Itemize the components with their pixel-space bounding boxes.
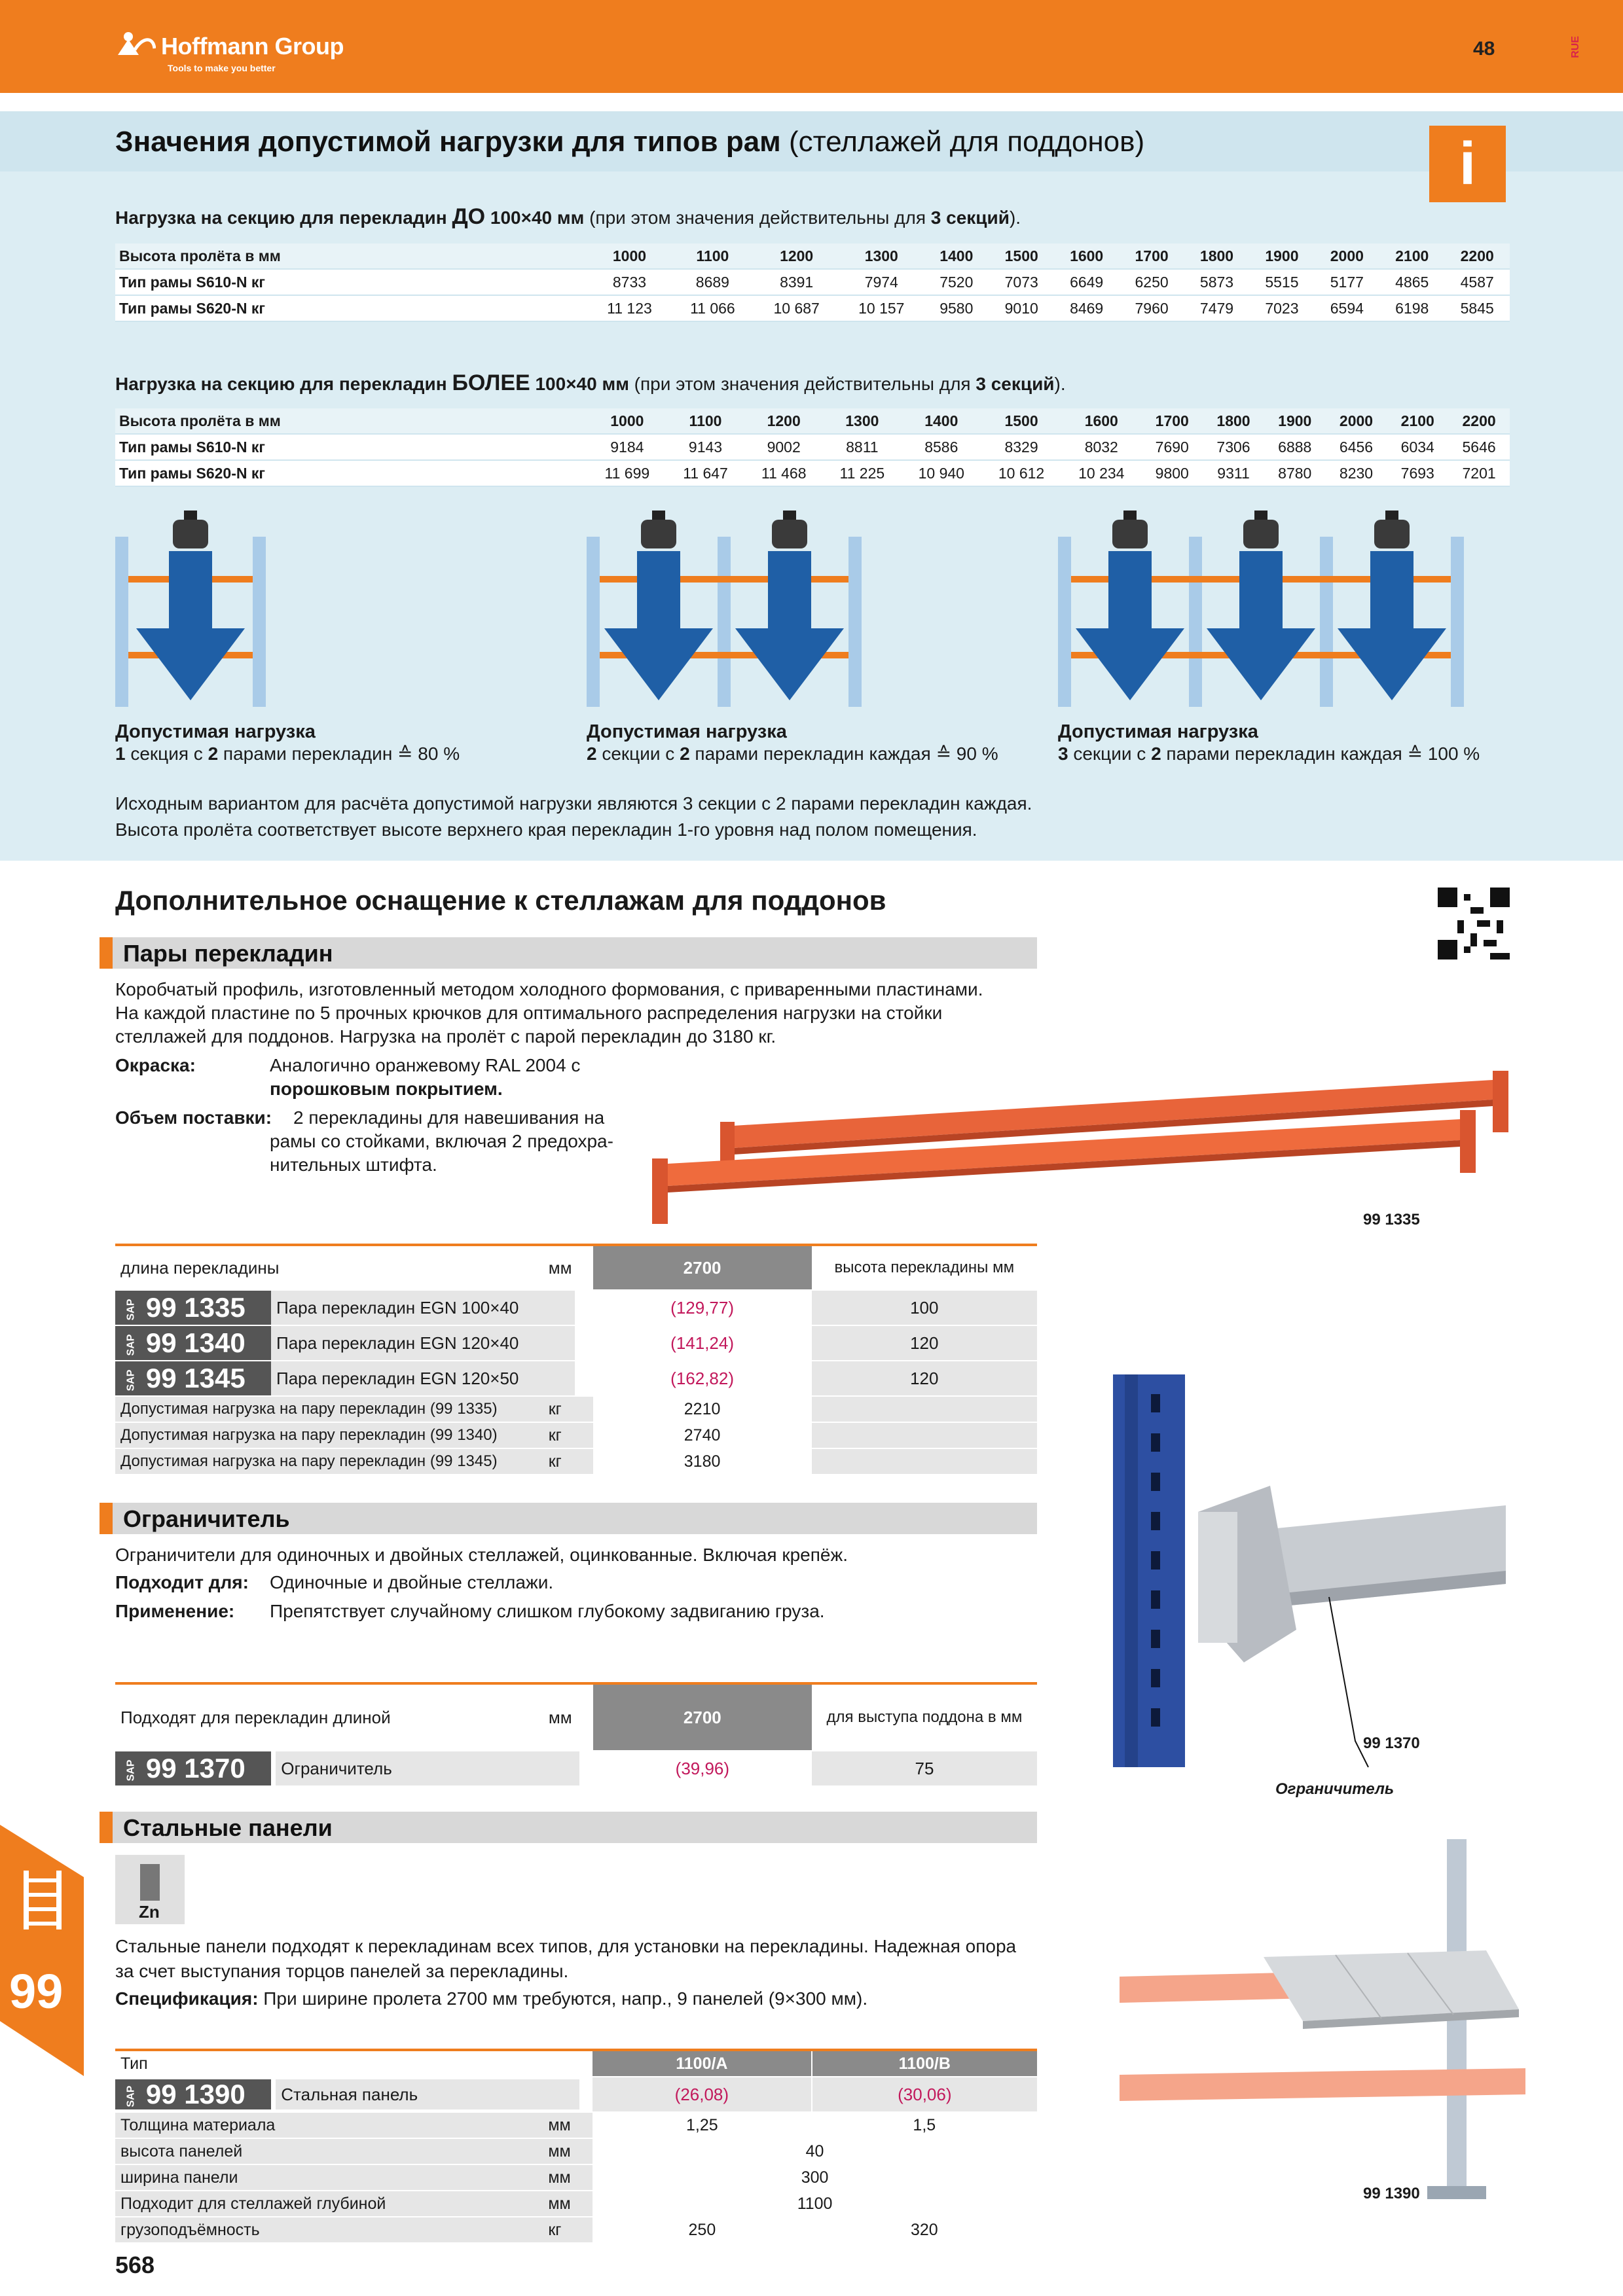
info-note-2: Высота пролёта соответствует высоте верхнего края перекладин 1-го уровня над полом помещения. [115,819,977,840]
diagram-n2: 2 [208,744,219,764]
header-cell: 1900 [1249,243,1314,269]
value-cell: 7479 [1184,295,1249,321]
value-cell: 7690 [1141,434,1203,460]
panels-desc-2: за счет выступания торцов панелей за перекладины. [115,1961,569,1981]
article-number-text: 99 1390 [145,2079,246,2109]
load-label: Допустимая нагрузка на пару перекладин (99 1345) [115,1448,543,1475]
spec-label: Толщина материала [115,2112,543,2138]
load-value: 3180 [593,1448,812,1475]
table-row[interactable] [115,1290,1037,1325]
header-cell: 2000 [1315,243,1379,269]
stopper-heading-bar [100,1503,1037,1534]
diagram-caption-title: Допустимая нагрузка [115,721,316,742]
sap-prefix: SAP [125,1299,137,1321]
t2-cap-e: 3 секций [976,374,1055,394]
diagram-t1: секции с [596,744,680,764]
info-title-light: (стеллажей для поддонов) [780,126,1145,158]
diagram-3-caption [1058,721,1480,764]
header-cell: 2100 [1387,408,1448,434]
table-row [115,2138,1037,2164]
value-cell: 6456 [1326,434,1387,460]
panels-table [115,2049,1037,2244]
value-cell: 8586 [902,434,981,460]
table-row[interactable] [115,1325,1037,1361]
stopper-table [115,1682,1037,1787]
beams-paint-label: Окраска: [115,1055,196,1075]
spec-label: ширина панели [115,2164,543,2191]
heading-accent [100,1503,113,1534]
value-cell: 5873 [1184,269,1249,295]
beams-desc-3: стеллажей для поддонов. Нагрузка на пролёт с парой перекладин до 3180 кг. [115,1026,776,1047]
article-number-text: 99 1345 [145,1363,246,1393]
t2-cap-b: БОЛЕЕ [452,370,530,395]
info-title-bold: Значения допустимой нагрузки для типов рам [115,126,781,158]
panels-spec [115,1987,867,2011]
item-extra: 120 [812,1361,1037,1396]
value-cell: 8811 [823,434,902,460]
beams-heading: Пары перекладин [123,940,333,967]
beams-col-label: длина перекладины [115,1245,543,1290]
spec-unit: мм [543,2191,593,2217]
header-cell: 1300 [839,243,924,269]
stopper-heading: Ограничитель [123,1505,290,1532]
info-icon: i [1429,126,1506,202]
region-code: RUE [1570,36,1581,58]
diagram-n1: 2 [587,744,597,764]
header-cell: 2100 [1379,243,1444,269]
weight-arrow-icon [735,511,844,700]
value-cell: 7023 [1249,295,1314,321]
item-price: (162,82) [593,1361,812,1396]
value-cell: 11 123 [588,295,671,321]
table-row [115,2191,1037,2217]
chapter-number: 99 [9,1964,64,2018]
diagram-t2: парами перекладин каждая ≙ 90 % [689,744,998,764]
spec-value-b: 1,5 [812,2112,1037,2138]
beams-col-extra: высота перекладины мм [812,1245,1037,1290]
table-row[interactable] [115,1361,1037,1396]
stopper-col-unit: мм [543,1683,593,1751]
item-extra: 120 [812,1325,1037,1361]
accessories-title: Дополнительное оснащение к стеллажам для поддонов [115,885,886,916]
diagram-3-sections [1058,504,1464,720]
header-label: Высота пролёта в мм [115,243,588,269]
table-header-row [115,243,1510,269]
value-cell: 8469 [1054,295,1119,321]
item-price-b: (30,06) [812,2077,1037,2112]
beams-col-unit: мм [543,1245,593,1290]
panels-spec-value: При ширине пролета 2700 мм требуются, напр., 9 панелей (9×300 мм). [258,1988,868,2009]
panels-image-caption: 99 1390 [1363,2185,1420,2202]
diagram-n2: 2 [680,744,690,764]
zinc-badge-text: Zn [139,1902,160,1922]
panels-desc-1: Стальные панели подходят к перекладинам всех типов, для установки на перекладины. Надежная опора [115,1936,1017,1956]
stopper-use-value: Препятствует случайному слишком глубокому задвиганию груза. [270,1601,825,1621]
table-row [115,2164,1037,2191]
beams-col-size: 2700 [593,1245,812,1290]
diagram-2-caption [587,721,998,764]
value-cell: 6250 [1119,269,1184,295]
diagram-t2: парами перекладин ≙ 80 % [218,744,460,764]
stopper-fit-label: Подходит для: [115,1572,249,1592]
panels-col-b: 1100/B [812,2050,1037,2077]
t1-cap-e: 3 секций [930,207,1010,228]
spec-unit: мм [543,2112,593,2138]
value-cell: 10 687 [754,295,839,321]
value-cell: 7520 [924,269,989,295]
spec-value: 40 [593,2138,1037,2164]
diagram-t2: парами перекладин каждая ≙ 100 % [1161,744,1480,764]
value-cell: 9311 [1203,460,1264,486]
article-number[interactable] [115,1361,271,1395]
panel-swatch-icon [140,1864,160,1901]
value-cell: 9143 [666,434,745,460]
header-cell: 1100 [666,408,745,434]
t2-cap-f: ). [1054,374,1066,394]
value-cell: 10 940 [902,460,981,486]
brand-name: Hoffmann Group [161,33,344,60]
item-price: (39,96) [593,1751,812,1786]
row-label: Тип рамы S610-N кг [115,269,588,295]
beams-paint-value-1: Аналогично оранжевому RAL 2004 с [270,1055,581,1075]
diagram-n2: 2 [1151,744,1161,764]
article-number[interactable] [115,2079,271,2109]
spec-unit: мм [543,2138,593,2164]
diagram-t1: секция с [125,744,208,764]
value-cell: 9002 [744,434,823,460]
load-unit: кг [543,1422,593,1448]
diagram-caption-title: Допустимая нагрузка [1058,721,1258,742]
value-cell: 10 612 [981,460,1061,486]
header-cell: 1400 [924,243,989,269]
article-number-text: 99 1340 [145,1327,246,1358]
value-cell: 6198 [1379,295,1444,321]
table-row [115,1396,1037,1422]
value-cell: 8391 [754,269,839,295]
value-cell: 9800 [1141,460,1203,486]
sap-prefix: SAP [125,1369,137,1391]
header-cell: 1000 [588,243,671,269]
header-cell: 1700 [1141,408,1203,434]
diagram-n1: 1 [115,744,126,764]
diagram-t1: секции с [1068,744,1152,764]
t2-cap-d: (при этом значения действительны для [629,374,976,394]
panels-col-a: 1100/A [593,2050,811,2077]
chapter-side-tab [0,1825,84,2076]
value-cell: 4587 [1444,269,1510,295]
header-cell: 1300 [823,408,902,434]
beams-supply-label: Объем поставки: [115,1107,272,1128]
spec-unit: кг [543,2217,593,2243]
item-description: Пара перекладин EGN 100×40 [271,1291,575,1325]
spec-value-a: 1,25 [593,2112,811,2138]
info-title [115,126,1144,158]
item-price: (141,24) [593,1325,812,1361]
row-label: Тип рамы S620-N кг [115,460,588,486]
table-row [115,1448,1037,1475]
stopper-image-caption: 99 1370 [1363,1734,1420,1752]
header-cell: 2000 [1326,408,1387,434]
beams-desc-1: Коробчатый профиль, изготовленный методом холодного формования, с приваренными пластинами. [115,979,983,999]
beams-paint-value-2: порошковым покрытием. [270,1079,503,1099]
value-cell: 8230 [1326,460,1387,486]
value-cell: 9184 [588,434,666,460]
value-cell: 8032 [1061,434,1141,460]
spec-value-a: 250 [593,2217,811,2243]
zinc-badge [115,1855,185,1924]
header-cell: 2200 [1448,408,1510,434]
t1-cap-f: ). [1009,207,1021,228]
table-row [115,269,1510,295]
table-row [115,295,1510,321]
value-cell: 11 699 [588,460,666,486]
brand-tagline: Tools to make you better [168,63,276,73]
stopper-fit-value: Одиночные и двойные стеллажи. [270,1572,554,1592]
value-cell: 8689 [671,269,754,295]
beams-table [115,1244,1037,1475]
value-cell: 6594 [1315,295,1379,321]
t1-cap-a: Нагрузка на секцию для перекладин [115,207,452,228]
table-row[interactable] [115,1751,1037,1786]
steel-panel-image [1120,1839,1525,2206]
table-row[interactable] [115,2077,1037,2112]
spec-label: высота панелей [115,2138,543,2164]
value-cell: 6034 [1387,434,1448,460]
beams-supply-value-3: нительных штифта. [270,1155,437,1175]
row-label: Тип рамы S610-N кг [115,434,588,460]
weight-arrow-icon [1076,511,1184,700]
item-price: (129,77) [593,1290,812,1325]
header-cell: 1400 [902,408,981,434]
value-cell: 7201 [1448,460,1510,486]
diagram-1-section [115,504,272,720]
diagram-caption-title: Допустимая нагрузка [587,721,787,742]
item-description: Пара перекладин EGN 120×50 [271,1361,575,1395]
sap-prefix: SAP [125,2085,137,2108]
beams-desc-2: На каждой пластине по 5 прочных крючков для оптимального распределения нагрузки на стойки [115,1003,943,1023]
panels-heading: Стальные панели [123,1814,333,1841]
header-cell: 1500 [989,243,1054,269]
value-cell: 11 647 [666,460,745,486]
info-note-1: Исходным вариантом для расчёта допустимой нагрузки являются 3 секции с 2 парами перекладин каждая. [115,793,1032,814]
value-cell: 5177 [1315,269,1379,295]
table-row [115,434,1510,460]
weight-arrow-icon [136,511,245,700]
table-row [115,460,1510,486]
weight-arrow-icon [1338,511,1446,700]
diagram-n1: 3 [1058,744,1068,764]
value-cell: 7974 [839,269,924,295]
panels-heading-bar [100,1812,1037,1843]
item-description: Ограничитель [276,1751,579,1785]
weight-arrow-icon [604,511,713,700]
header-cell: 1200 [744,408,823,434]
load-value: 2740 [593,1422,812,1448]
beams-heading-bar [100,937,1037,969]
value-cell: 6649 [1054,269,1119,295]
value-cell: 5646 [1448,434,1510,460]
article-number[interactable] [115,1326,271,1360]
value-cell: 9580 [924,295,989,321]
beams-supply-value-1: 2 перекладины для навешивания на [293,1107,605,1128]
value-cell: 8780 [1264,460,1326,486]
sap-prefix: SAP [125,1759,137,1782]
value-cell: 6888 [1264,434,1326,460]
load-table-1 [115,243,1510,322]
panels-spec-label: Спецификация: [115,1988,259,2009]
beams-image-caption: 99 1335 [1363,1211,1420,1229]
spec-value-b: 320 [812,2217,1037,2243]
article-number[interactable] [115,1291,271,1325]
value-cell: 5515 [1249,269,1314,295]
stopper-image [1113,1374,1519,1780]
article-number-text: 99 1335 [145,1292,246,1323]
sap-prefix: SAP [125,1334,137,1356]
header-cell: 1200 [754,243,839,269]
value-cell: 8733 [588,269,671,295]
table1-caption [115,204,1021,230]
t2-cap-c: 100×40 мм [530,374,629,394]
value-cell: 11 066 [671,295,754,321]
item-extra: 100 [812,1290,1037,1325]
value-cell: 7073 [989,269,1054,295]
item-description: Пара перекладин EGN 120×40 [271,1326,575,1360]
header-cell: 1800 [1203,408,1264,434]
page-number-bottom: 568 [115,2251,155,2278]
stopper-col-extra: для выступа поддона в мм [812,1683,1037,1751]
weight-arrow-icon [1207,511,1315,700]
load-table-2 [115,408,1510,487]
panels-col-label: Тип [115,2050,543,2077]
item-extra: 75 [812,1751,1037,1786]
table2-caption [115,370,1066,396]
header-cell: 1600 [1054,243,1119,269]
header-cell: 1900 [1264,408,1326,434]
article-number-text: 99 1370 [145,1753,246,1784]
value-cell: 8329 [981,434,1061,460]
item-price-a: (26,08) [593,2077,811,2112]
header-cell: 2200 [1444,243,1510,269]
spec-label: грузоподъёмность [115,2217,543,2243]
header-label: Высота пролёта в мм [115,408,588,434]
value-cell: 11 225 [823,460,902,486]
load-value: 2210 [593,1396,812,1422]
header-cell: 1800 [1184,243,1249,269]
value-cell: 10 157 [839,295,924,321]
value-cell: 5845 [1444,295,1510,321]
value-cell: 9010 [989,295,1054,321]
header-cell: 1700 [1119,243,1184,269]
t1-cap-d: (при этом значения действительны для [584,207,931,228]
table-row [115,1422,1037,1448]
beams-supply-value-2: рамы со стойками, включая 2 предохра- [270,1131,613,1151]
article-number[interactable] [115,1751,271,1785]
heading-accent [100,937,113,969]
header-cell: 1600 [1061,408,1141,434]
value-cell: 11 468 [744,460,823,486]
value-cell: 7306 [1203,434,1264,460]
load-unit: кг [543,1396,593,1422]
value-cell: 7960 [1119,295,1184,321]
table-row [115,2217,1037,2243]
spec-value: 1100 [593,2191,1037,2217]
header-cell: 1000 [588,408,666,434]
qr-code-icon[interactable] [1438,888,1510,960]
t1-cap-b: ДО [452,204,486,229]
row-label: Тип рамы S620-N кг [115,295,588,321]
value-cell: 10 234 [1061,460,1141,486]
value-cell: 7693 [1387,460,1448,486]
header-cell: 1500 [981,408,1061,434]
load-label: Допустимая нагрузка на пару перекладин (99 1340) [115,1422,543,1448]
heading-accent [100,1812,113,1843]
item-description: Стальная панель [276,2079,579,2109]
stopper-image-label: Ограничитель [1275,1780,1395,1798]
t1-cap-c: 100×40 мм [485,207,585,228]
header-cell: 1100 [671,243,754,269]
stopper-col-label: Подходят для перекладин длиной [115,1683,543,1751]
page-number-top: 48 [1473,38,1495,60]
load-unit: кг [543,1448,593,1475]
table-header-row [115,408,1510,434]
t2-cap-a: Нагрузка на секцию для перекладин [115,374,452,394]
load-label: Допустимая нагрузка на пару перекладин (99 1335) [115,1396,543,1422]
table-row [115,2112,1037,2138]
hoffmann-logo-icon [117,30,156,56]
stopper-use-label: Применение: [115,1601,235,1621]
value-cell: 4865 [1379,269,1444,295]
stopper-col-size: 2700 [593,1683,812,1751]
stopper-desc: Ограничители для одиночных и двойных стеллажей, оцинкованные. Включая крепёж. [115,1545,848,1565]
spec-value: 300 [593,2164,1037,2191]
diagram-1-caption [115,721,460,764]
spec-label: Подходит для стеллажей глубиной [115,2191,543,2217]
spec-unit: мм [543,2164,593,2191]
diagram-2-sections [587,504,862,720]
